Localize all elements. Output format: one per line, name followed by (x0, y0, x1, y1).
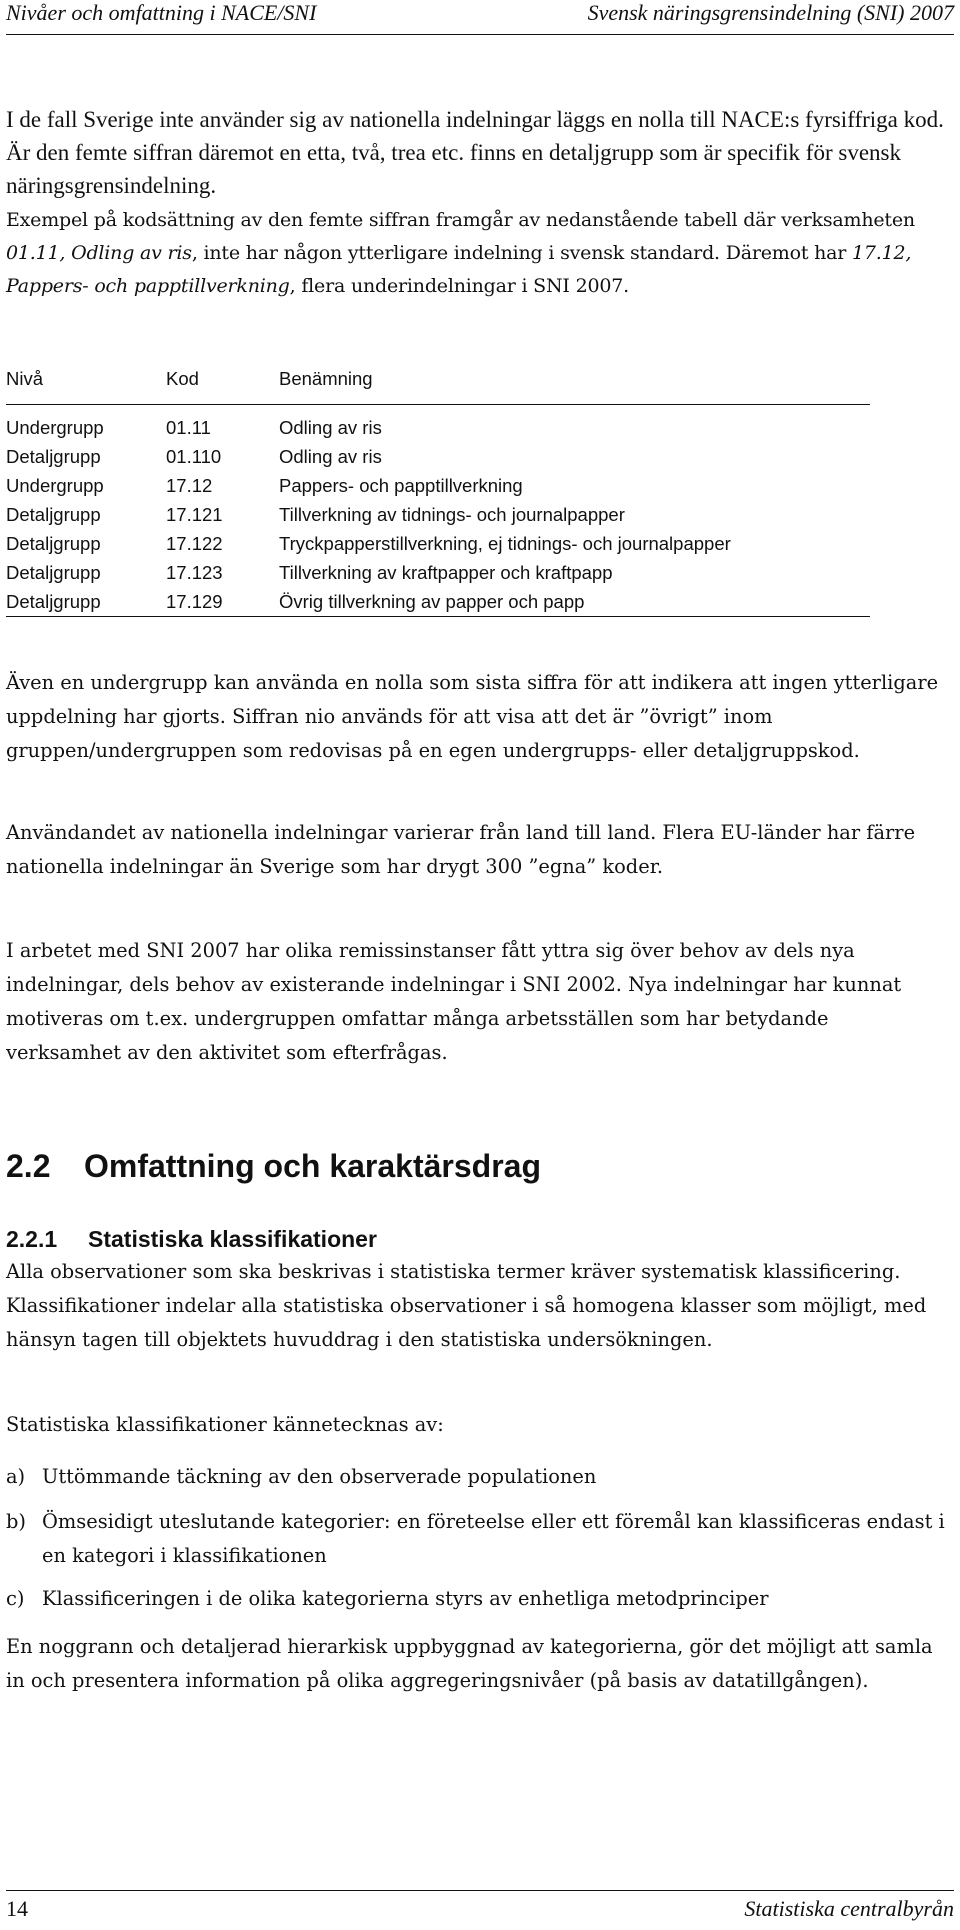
header-document-title: Svensk näringsgrensindelning (SNI) 2007 (587, 0, 954, 25)
list-marker: b) (6, 1510, 26, 1533)
subsection-number: 2.2.1 (6, 1226, 58, 1252)
list-marker: a) (6, 1465, 26, 1488)
body-paragraph: I arbetet med SNI 2007 har olika remissinstanser fått yttra sig över behov av dels nya indelningar, dels behov av existerande indelningar i SNI 2002. Nya indelningar har kunnat motiveras om t.ex. undergruppen omfattar många arbetsställen som har betydande verksamhet av den aktivitet som efterfrågas. (6, 939, 902, 1064)
cell-code: 01.11 (166, 417, 211, 438)
intro-paragraph-2 (6, 204, 946, 303)
cell-code: 17.123 (166, 562, 223, 583)
cell-name: Pappers- och papptillverkning (279, 475, 523, 496)
section-heading (6, 1148, 541, 1185)
cell-level: Detaljgrupp (6, 446, 101, 467)
cell-name: Övrig tillverkning av papper och papp (279, 591, 585, 612)
page-number: 14 (6, 1896, 28, 1921)
column-header-level: Nivå (6, 368, 44, 389)
list-item-text: Uttömmande täckning av den observerade populationen (42, 1465, 597, 1488)
table-row (6, 558, 870, 587)
table-row (6, 442, 870, 471)
list-marker: c) (6, 1587, 25, 1610)
cell-level: Undergrupp (6, 417, 104, 438)
body-paragraph: Alla observationer som ska beskrivas i statistiska termer kräver systematisk klassificering. Klassifikationer indelar alla statistiska observationer i så homogena klasser som möjligt, med hänsyn tagen till objektets huvuddrag i den statistiska undersökningen. (6, 1260, 927, 1351)
subsection-heading (6, 1226, 377, 1253)
page-footer (6, 1890, 954, 1926)
intro-text: Exempel på kodsättning av den femte siffran framgår av nedanstående tabell där verksamheten (6, 209, 915, 231)
column-header-code: Kod (166, 368, 199, 389)
body-paragraph: En noggrann och detaljerad hierarkisk uppbyggnad av kategorierna, gör det möjligt att samla in och presentera information på olika aggregeringsnivåer (på basis av datatillgången). (6, 1635, 933, 1692)
cell-level: Detaljgrupp (6, 562, 101, 583)
table-row (6, 529, 870, 558)
list-item (6, 1582, 946, 1616)
list-item (6, 1460, 946, 1494)
example-code-2: 17.12, Pappers- och papptillverkning (6, 242, 912, 297)
table-row (6, 413, 870, 442)
table-row (6, 500, 870, 529)
cell-name: Tillverkning av tidnings- och journalpapper (279, 504, 625, 525)
classification-table (6, 366, 870, 617)
cell-name: Odling av ris (279, 446, 382, 467)
cell-code: 17.122 (166, 533, 223, 554)
cell-name: Odling av ris (279, 417, 382, 438)
table-header (6, 366, 870, 405)
cell-level: Undergrupp (6, 475, 104, 496)
list-item-text: Klassificeringen i de olika kategorierna styrs av enhetliga metodprinciper (42, 1587, 769, 1610)
page-header (6, 0, 954, 36)
example-code-1: 01.11, Odling av ris (6, 242, 192, 264)
cell-level: Detaljgrupp (6, 504, 101, 525)
section-title: Omfattning och karaktärsdrag (84, 1148, 541, 1184)
cell-name: Tryckpapperstillverkning, ej tidnings- och journalpapper (279, 533, 731, 554)
intro-paragraph-1: I de fall Sverige inte använder sig av nationella indelningar läggs en nolla till NACE:s fyrsiffriga kod. Är den femte siffran däremot en etta, två, trea etc. finns en detaljgrupp som är specifik för svensk näringsgrensindelning. (6, 107, 944, 198)
list-item-text: Ömsesidigt uteslutande kategorier: en företeelse eller ett föremål kan klassificeras endast i en kategori i klassifikationen (42, 1510, 945, 1567)
header-chapter-title: Nivåer och omfattning i NACE/SNI (6, 0, 317, 25)
header-rule (6, 34, 954, 35)
cell-code: 01.110 (166, 446, 222, 467)
cell-name: Tillverkning av kraftpapper och kraftpapp (279, 562, 613, 583)
cell-code: 17.121 (166, 504, 223, 525)
cell-level: Detaljgrupp (6, 591, 101, 612)
table-row (6, 471, 870, 500)
body-paragraph: Även en undergrupp kan använda en nolla som sista siffra för att indikera att ingen ytterligare uppdelning har gjorts. Siffran nio används för att visa att det är ”övrigt” inom gruppen/undergruppen som redovisas på en egen undergrupps- eller detaljgruppskod. (6, 671, 939, 762)
cell-level: Detaljgrupp (6, 533, 101, 554)
list-item (6, 1505, 946, 1573)
table-body (6, 405, 870, 616)
table-row (6, 587, 870, 616)
subsection-title: Statistiska klassifikationer (88, 1226, 377, 1252)
body-paragraph: Användandet av nationella indelningar varierar från land till land. Flera EU-länder har färre nationella indelningar än Sverige som har drygt 300 ”egna” koder. (6, 821, 916, 878)
intro-text: , inte har någon ytterligare indelning i svensk standard. Däremot har (191, 242, 853, 264)
body-paragraph: Statistiska klassifikationer kännetecknas av: (6, 1413, 444, 1436)
intro-text: , flera underindelningar i SNI 2007. (289, 275, 629, 297)
publisher-name: Statistiska centralbyrån (744, 1896, 954, 1921)
cell-code: 17.12 (166, 475, 213, 496)
footer-rule (6, 1890, 954, 1891)
section-number: 2.2 (6, 1148, 51, 1184)
cell-code: 17.129 (166, 591, 223, 612)
table-bottom-rule (6, 616, 870, 617)
column-header-name: Benämning (279, 368, 373, 389)
